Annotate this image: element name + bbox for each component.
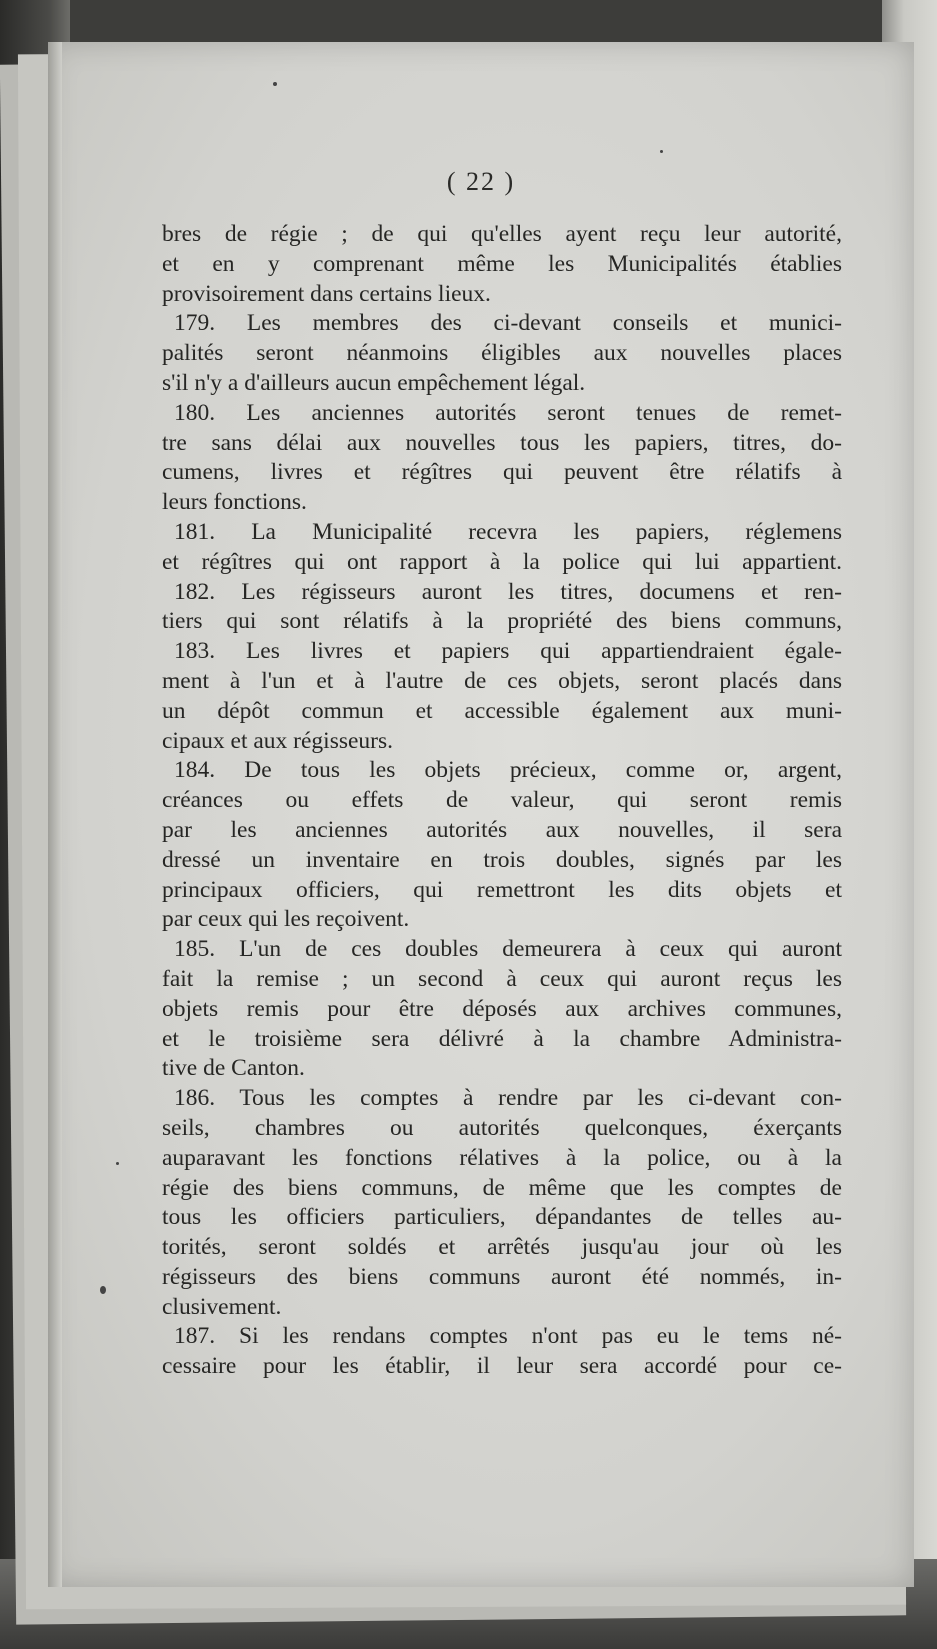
text-line: tive de Canton. <box>162 1055 305 1082</box>
text-line: fait la remise ; un second à ceux qui auront reçus les <box>162 965 842 992</box>
text-line: clusivement. <box>162 1293 282 1320</box>
text-line: bres de régie ; de qui qu'elles ayent reçu leur autorité, <box>162 221 842 247</box>
text-line: leurs fonctions. <box>162 489 307 516</box>
text-line: cumens, livres et régîtres qui peuvent être rélatifs à <box>162 459 842 486</box>
text-line: seils, chambres ou autorités quelconques, éxerçants <box>162 1114 842 1141</box>
text-line: par les anciennes autorités aux nouvelles, il sera <box>162 816 842 843</box>
text-line: 184. De tous les objets précieux, comme or, argent, <box>174 757 842 784</box>
text-line: 186. Tous les comptes à rendre par les ci-devant con- <box>174 1085 842 1112</box>
paper-speck <box>273 82 277 86</box>
ink-mark <box>100 1286 106 1294</box>
text-line: cipaux et aux régisseurs. <box>162 727 394 754</box>
paper-speck <box>660 150 663 153</box>
text-line: principaux officiers, qui remettront les dits objets et <box>162 876 842 903</box>
text-line: 187. Si les rendans comptes n'ont pas eu le tems né- <box>174 1323 842 1350</box>
text-line: dressé un inventaire en trois doubles, signés par les <box>162 846 842 873</box>
text-line: 179. Les membres des ci-devant conseils et munici- <box>174 310 842 337</box>
text-line: et régîtres qui ont rapport à la police qui lui appartient. <box>162 548 842 575</box>
text-line: régie des biens communs, de même que les comptes de <box>162 1174 842 1201</box>
document-page <box>48 42 914 1587</box>
text-line: créances ou effets de valeur, qui seront remis <box>162 787 842 814</box>
text-line: ment à l'un et à l'autre de ces objets, seront placés dans <box>162 667 842 694</box>
text-line: torités, seront soldés et arrêtés jusqu'au jour où les <box>162 1234 842 1261</box>
text-line: 182. Les régisseurs auront les titres, documens et ren- <box>174 578 842 605</box>
text-line: tous les officiers particuliers, dépandantes de telles au- <box>162 1204 842 1231</box>
text-line: 185. L'un de ces doubles demeurera à ceux qui auront <box>174 936 842 963</box>
text-line: objets remis pour être déposés aux archives communes, <box>162 995 842 1022</box>
text-line: cessaire pour les établir, il leur sera accordé pour ce- <box>162 1353 842 1380</box>
text-line: et en y comprenant même les Municipalités établies <box>162 250 842 277</box>
page-left-edge <box>48 42 62 1587</box>
text-line: un dépôt commun et accessible également aux muni- <box>162 697 842 724</box>
page-number: ( 22 ) <box>446 167 516 196</box>
text-line: régisseurs des biens communs auront été nommés, in- <box>162 1263 842 1290</box>
text-line: s'il n'y a d'ailleurs aucun empêchement légal. <box>162 369 586 396</box>
text-line: tiers qui sont rélatifs à la propriété des biens communs, <box>162 608 842 635</box>
text-line: et le troisième sera délivré à la chambre Administra- <box>162 1025 842 1052</box>
body-text <box>162 220 842 1382</box>
text-line: palités seront néanmoins éligibles aux nouvelles places <box>162 340 842 367</box>
text-line: tre sans délai aux nouvelles tous les papiers, titres, do- <box>162 429 842 456</box>
text-line: 183. Les livres et papiers qui appartiendraient égale- <box>174 638 842 665</box>
text-line: 180. Les anciennes autorités seront tenues de remet- <box>174 399 842 426</box>
text-line: provisoirement dans certains lieux. <box>162 280 491 307</box>
paper-speck <box>116 1162 119 1165</box>
text-line: 181. La Municipalité recevra les papiers, réglemens <box>174 518 842 545</box>
text-line: auparavant les fonctions rélatives à la police, ou à la <box>162 1144 842 1171</box>
text-line: par ceux qui les reçoivent. <box>162 906 410 933</box>
